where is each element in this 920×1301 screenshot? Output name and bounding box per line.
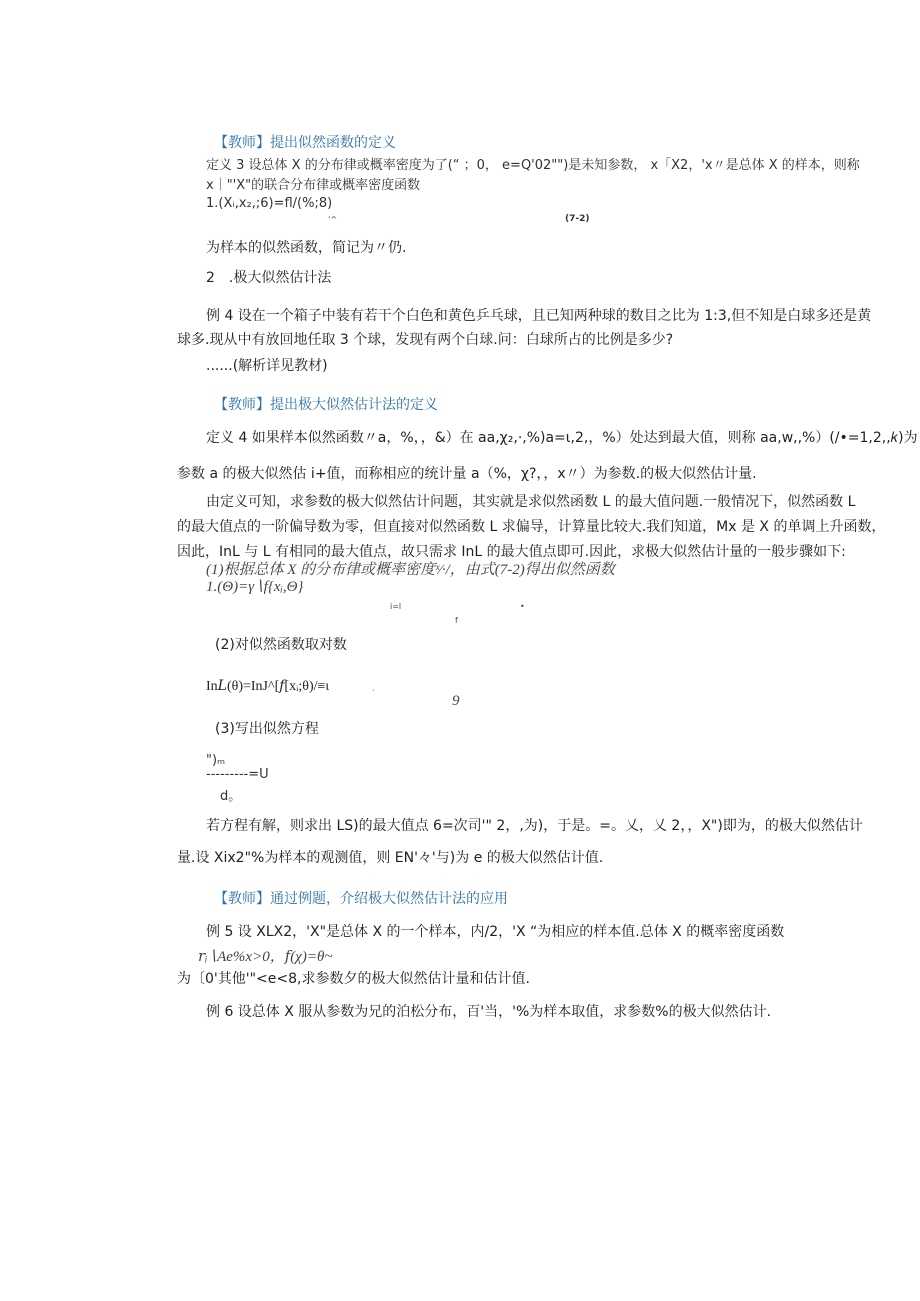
definition-4-line-2: 参数 a 的极大似然估 i+值，而称相应的统计量 a（%，χ?，，x〃）为参数.的极大似然估计量.	[177, 466, 757, 482]
example-5-density: 𝑟ᵢ∖Ae%x>0，𝑓(χ)=θ~	[198, 949, 333, 965]
example-6-line: 例 6 设总体 X 服从参数为兄的泊松分布，百'当，'%为样本取值，求参数%的极大似然估计.	[206, 1004, 772, 1020]
likelihood-formula: 1.(Xᵢ,x₂,;6)=fl/(%;8)	[206, 196, 333, 211]
log-formula-mark: 9	[452, 693, 460, 709]
formula-f-mark: f	[455, 616, 458, 625]
example-4-line-1: 例 4 设在一个箱子中装有若干个白色和黄色乒乓球，且已知两种球的数目之比为 1:3,但不知是白球多还是黄	[206, 308, 872, 324]
definition-3-line-1: 定义 3 设总体 X 的分布律或概率密度为了(“ ；0， e=Q'02"")是未知参数， x「X2，'x〃是总体 X 的样本，则称	[206, 158, 860, 173]
step-3-text: (3)写出似然方程	[215, 721, 319, 737]
equation-denominator: d。	[220, 789, 242, 804]
definition-4-line-1: 定义 4 如果样本似然函数〃a，%，，&）在 aa,χ₂,·,%)a=ι,2,，%）处达到最大值，则称 aa,w,,%）(/•=1,2,,𝑘)为	[206, 430, 918, 446]
step-2-text: (2)对似然函数取对数	[215, 637, 347, 653]
log-formula-dot: ·	[372, 686, 375, 695]
example-5-line-1: 例 5 设 XLX2，'X"是总体 X 的一个样本，内/2，'X “为相应的样本值.总体 X 的概率密度函数	[206, 924, 785, 940]
equation-tag-7-2: (7-2)	[565, 214, 590, 224]
solution-line-2: 量.设 Xix2"%为样本的观测值，则 EN'々'与)为 e 的极大似然估计值.	[177, 850, 604, 866]
section-heading-likelihood-definition: 【教师】提出似然函数的定义	[214, 135, 396, 151]
section-heading-mle-definition: 【教师】提出极大似然估计法的定义	[214, 397, 438, 413]
log-likelihood-formula: In𝐿(θ)=InJ^[𝑓[xᵢ;θ)/≡ι	[206, 679, 330, 694]
equation-fraction-line: ---------=U	[206, 767, 269, 782]
likelihood-note: 为样本的似然函数，简记为〃仍.	[206, 240, 407, 256]
example-4-line-2: 球多.现从中有放回地任取 3 个球，发现有两个白球.问：白球所占的比例是多少?	[177, 332, 674, 348]
explanation-line-3: 因此，InL 与 L 有相同的最大值点，故只需求 InL 的最大值点即可.因此，求极大似然估计量的一般步骤如下:	[177, 544, 846, 560]
formula-dot: •	[520, 602, 525, 611]
explanation-line-1: 由定义可知，求参数的极大似然估计问题，其实就是求似然函数 L 的最大值问题.一般情况下，似然函数 L	[206, 494, 856, 510]
definition-3-line-2: x｜"'X"的联合分布律或概率密度函数	[206, 178, 421, 193]
formula-index-label: i=l	[390, 602, 402, 611]
subsection-heading-mle: 2 .极大似然估计法	[206, 270, 332, 286]
example-4-reference: ......(解析详见教材)	[206, 358, 328, 374]
example-5-line-2: 为〔0'其他'"<e<8,求参数夕的极大似然估计量和估计值.	[177, 971, 530, 987]
equation-numerator: ")ₘ	[206, 753, 226, 768]
explanation-line-2: 的最大值点的一阶偏导数为零，但直接对似然函数 L 求偏导，计算量比较大.我们知道，Mx 是 X 的单调上升函数，	[177, 519, 886, 535]
formula-subscript-mark: ʻ^	[328, 215, 338, 224]
solution-line-1: 若方程有解，则求出 LS)的最大值点 6=次司'" 2，,为)，于是。=。乂，乂 2，，X")即为，的极大似然估计	[206, 818, 863, 834]
section-heading-examples: 【教师】通过例题，介绍极大似然估计法的应用	[214, 891, 508, 907]
step-1-formula: 1.(Θ)=γ∖f{xᵢ,Θ}	[206, 579, 304, 595]
step-1-text: (1)根据总体 X 的分布律或概率密度ˣ⁄·/，由式(7-2)得出似然函数	[206, 562, 615, 578]
